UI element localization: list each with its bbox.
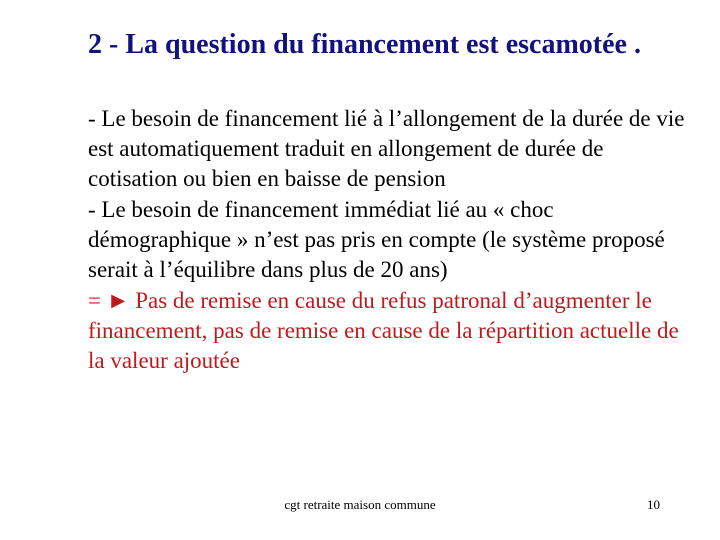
conclusion-paragraph: = ► Pas de remise en cause du refus patronal d’augmenter le financement, pas de remise en cause de la répartition actuelle de la valeur ajoutée — [88, 288, 679, 373]
bullet-paragraph-2: - Le besoin de financement immédiat lié au « choc démographique » n’est pas pris en compte (le système proposé serait à l’équilibre dans plus de 20 ans) — [88, 197, 665, 282]
page-number: 10 — [647, 497, 660, 512]
footer-text: cgt retraite maison commune — [284, 497, 436, 512]
slide-title: 2 - La question du financement est escamotée . — [88, 29, 641, 60]
slide-body — [88, 104, 698, 377]
bullet-paragraph-1: - Le besoin de financement lié à l’allongement de la durée de vie est automatiquement traduit en allongement de durée de cotisation ou bien en baisse de pension — [88, 106, 685, 191]
